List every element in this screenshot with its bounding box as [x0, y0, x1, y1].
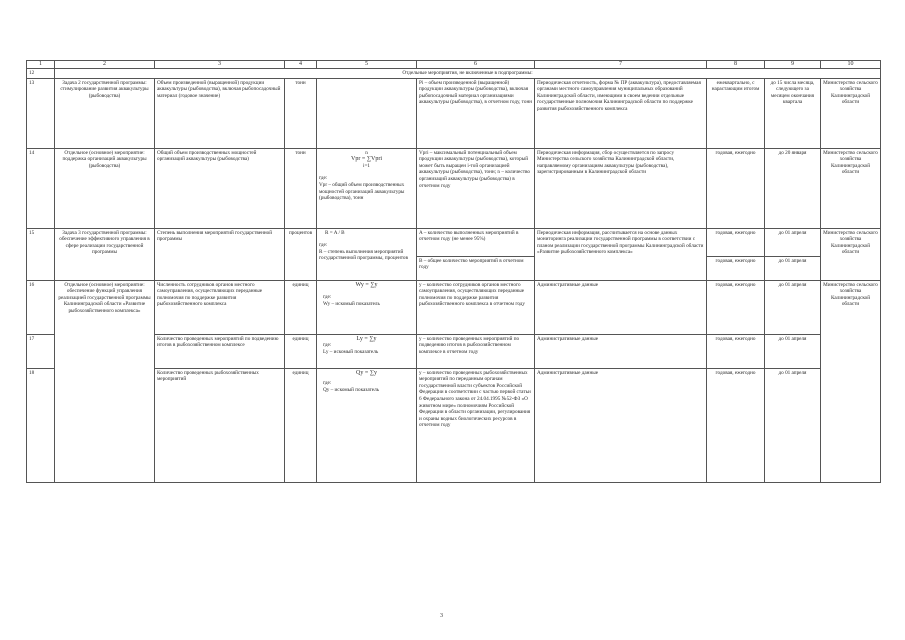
indicators-table	[26, 60, 881, 483]
formula-explanation: Wy – искомый показатель	[323, 300, 380, 307]
frequency-cell: годовая, ежегодно	[707, 280, 765, 334]
indicator-cell: Степень выполнения мероприятий государственной программы	[155, 228, 285, 280]
unit-cell: единиц	[285, 334, 317, 368]
row-num: 14	[27, 148, 55, 228]
col-num-9: 9	[765, 61, 821, 69]
formula-where: где:	[319, 242, 328, 249]
section-row	[27, 69, 881, 79]
indicator-cell: Количество проведенных мероприятий по подведению итогов в рыбохозяйственном комплексе	[155, 334, 285, 368]
deadline-cell: до 15 числа месяца, следующего за месяцем окончания квартала	[765, 78, 821, 148]
column-numbers-row	[27, 61, 881, 69]
col-num-6: 6	[417, 61, 535, 69]
definition-cell: y – количество сотрудников органов местного самоуправления, осуществляющих переданные полномочия по поддержке развития рыбохозяйственного комплекса в отчетном году	[417, 280, 535, 334]
formula-explanation: R – степень выполнения мероприятий государственной программы, процентов	[319, 248, 408, 262]
formula-expression: Wy = ∑y	[355, 281, 378, 288]
col-num-4: 4	[285, 61, 317, 69]
formula-expression: R = A / B	[325, 229, 345, 236]
col-num-7: 7	[535, 61, 707, 69]
frequency-cell: годовая, ежегодно	[707, 228, 765, 256]
formula-where: где:	[323, 294, 332, 301]
frequency-cell: годовая, ежегодно	[707, 256, 765, 280]
table-row	[27, 148, 881, 228]
table-row	[27, 368, 881, 482]
section-title: Отдельные мероприятия, не включенные в подпрограммы:	[55, 69, 881, 79]
col-num-2: 2	[55, 61, 155, 69]
row-num: 17	[27, 334, 55, 368]
formula-cell	[317, 228, 417, 280]
table-row	[27, 228, 881, 256]
source-cell: Административные данные	[535, 334, 707, 368]
col-num-10: 10	[821, 61, 881, 69]
definition-cell: y – количество проведенных мероприятий по подведению итогов в рыбохозяйственном комплексе в отчетном году	[417, 334, 535, 368]
source-cell: Административные данные	[535, 368, 707, 482]
unit-cell: единиц	[285, 368, 317, 482]
formula-upper-limit: n	[365, 149, 368, 156]
responsible-cell: Министерство сельского хозяйства Калининградской области	[821, 148, 881, 228]
task-cell: Отдельное (основное) мероприятие: обеспечение функций управления реализацией государственной программы Калининградской области «Развитие рыбохозяйственного комплекса»	[55, 280, 155, 482]
row-num: 18	[27, 368, 55, 482]
definition-a-cell: A – количество выполненных мероприятий в отчетном году (не менее 95%)	[417, 228, 535, 256]
source-cell: Периодическая информация, рассчитывается на основе данных мониторинга реализации государственной программы в соответствии с планом реализации государственной программы Калининградской области «Развитие рыбохозяйственного комплекса»	[535, 228, 707, 280]
page-number: 3	[440, 613, 443, 619]
frequency-cell: годовая, ежегодно	[707, 148, 765, 228]
indicator-cell: Объем произведенной (выращенной) продукции аквакультуры (рыбоводства), включая рыбопосадочный материал (годовое значение)	[155, 78, 285, 148]
responsible-cell: Министерство сельского хозяйства Калининградской области	[821, 228, 881, 280]
section-num: 12	[27, 69, 55, 79]
deadline-cell: до 20 января	[765, 148, 821, 228]
frequency-cell: годовая, ежегодно	[707, 368, 765, 482]
definition-cell: y – количество проведенных рыбохозяйственных мероприятий по переданным органам государственной власти субъектов Российской Федерации в соответствии с частью первой статьи 6 Федерального закона от 24.04.1995 №52-ФЗ «О животном мире» полномочиям Российской Федерации в области организации, регулирования и охраны водных биологических ресурсов в отчетном году	[417, 368, 535, 482]
unit-cell: тонн	[285, 78, 317, 148]
frequency-cell: годовая, ежегодно	[707, 334, 765, 368]
task-cell: Отдельное (основное) мероприятие: поддержка организаций аквакультуры (рыбоводства)	[55, 148, 155, 228]
col-num-3: 3	[155, 61, 285, 69]
col-num-8: 8	[707, 61, 765, 69]
formula-cell	[317, 280, 417, 334]
definition-b-cell: B – общее количество мероприятий в отчетном году	[417, 256, 535, 280]
row-num: 15	[27, 228, 55, 280]
formula-explanation: Qy – искомый показатель	[323, 386, 380, 393]
definition-cell: Pi – объем произведенной (выращенной) продукции аквакультуры (рыбоводства), включая рыбопосадочный материал организациями аквакультуры (рыбоводства), в отчетном году, тонн	[417, 78, 535, 148]
unit-cell: тонн	[285, 148, 317, 228]
formula-explanation: Ly – искомый показатель	[323, 348, 379, 355]
formula-where: где:	[319, 175, 328, 182]
frequency-cell: ежеквартально, с нарастающим итогом	[707, 78, 765, 148]
deadline-cell: до 01 апреля	[765, 334, 821, 368]
responsible-cell: Министерство сельского хозяйства Калининградской области	[821, 78, 881, 148]
source-cell: Периодическая отчетность, форма № ПР (аквакультура), предоставляемая органами местного самоуправления муниципальных образований Калининградской области, имеющими в своем ведении отдельные государственные полномочия Калининградской области по поддержке развития рыбохозяйственного комплекса	[535, 78, 707, 148]
formula-cell	[317, 334, 417, 368]
formula-cell	[317, 78, 417, 148]
formula-expression: Qy = ∑y	[356, 369, 377, 376]
formula-explanation: Vpr – общий объем производственных мощностей организаций аквакультуры (рыбоводства), тонн	[319, 181, 405, 202]
formula-expression: Ly = ∑y	[356, 335, 377, 342]
indicator-cell: Количество проведенных рыбохозяйственных мероприятий	[155, 368, 285, 482]
deadline-cell: до 01 апреля	[765, 368, 821, 482]
formula-lower-limit: i=1	[363, 162, 370, 169]
unit-cell: единиц	[285, 280, 317, 334]
task-cell: Задача 2 государственной программы: стимулирование развития аквакультуры (рыбоводства)	[55, 78, 155, 148]
formula-cell	[317, 368, 417, 482]
row-num: 13	[27, 78, 55, 148]
source-cell: Административные данные	[535, 280, 707, 334]
definition-cell: Vpri – максимальный потенциальный объем продукции аквакультуры (рыбоводства), который может быть выращен i-той организацией аквакультуры (рыбоводства), тонн; n – количество организаций аквакультуры (рыбоводства) в отчетном году	[417, 148, 535, 228]
deadline-cell: до 01 апреля	[765, 256, 821, 280]
unit-cell: процентов	[285, 228, 317, 280]
row-num: 16	[27, 280, 55, 334]
responsible-cell: Министерство сельского хозяйства Калининградской области	[821, 280, 881, 482]
source-cell: Периодическая информация, сбор осуществляется по запросу Министерства сельского хозяйства Калининградской области, направляемому организациям аквакультуры (рыбоводства), зарегистрированным в Калининградской области	[535, 148, 707, 228]
deadline-cell: до 01 апреля	[765, 228, 821, 256]
table-row	[27, 78, 881, 148]
col-num-5: 5	[317, 61, 417, 69]
col-num-1: 1	[27, 61, 55, 69]
indicator-cell: Численность сотрудников органов местного самоуправления, осуществляющих переданные полномочия по поддержке развития рыбохозяйственного комплекса	[155, 280, 285, 334]
formula-where: где:	[323, 342, 332, 349]
formula-cell	[317, 148, 417, 228]
indicator-cell: Общий объем производственных мощностей организаций аквакультуры (рыбоводства)	[155, 148, 285, 228]
deadline-cell: до 01 апреля	[765, 280, 821, 334]
formula-expression: Vpr = ∑Vpri	[351, 156, 382, 163]
formula-where: где:	[323, 380, 332, 387]
task-cell: Задача 3 государственной программы: обеспечение эффективного управления в сфере реализации государственной программы	[55, 228, 155, 280]
table-row	[27, 334, 881, 368]
table-row	[27, 280, 881, 334]
